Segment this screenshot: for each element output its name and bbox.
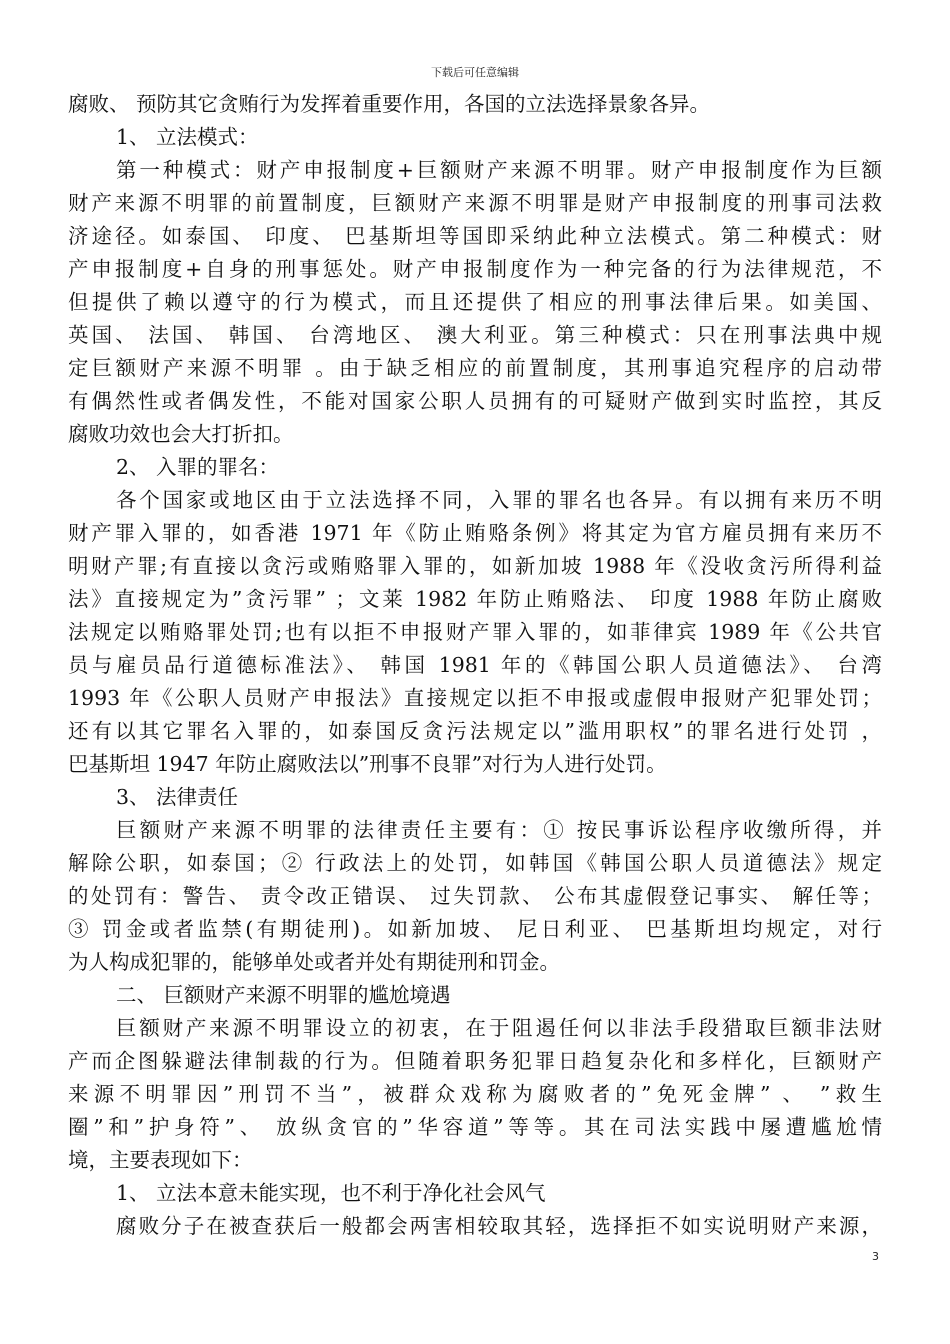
text-line: 财产来源不明罪的前置制度，巨额财产来源不明罪是财产申报制度的刑事司法救 xyxy=(68,191,882,215)
text-line: 圈”和”护身符”、 放纵贪官的”华容道”等等。其在司法实践中屡遭尴尬情 xyxy=(68,1115,882,1139)
text-line: ③ 罚金或者监禁(有期徒刑)。如新加坡、 尼日利亚、 巴基斯坦均规定，对行 xyxy=(68,917,882,941)
text-line: 法》直接规定为”贪污罪” ；文莱 1982 年防止贿赂法、 印度 1988 年防止腐败 xyxy=(68,587,882,611)
text-line: 二、 巨额财产来源不明罪的尴尬境遇 xyxy=(116,983,451,1007)
text-line: 1、 立法本意未能实现，也不利于净化社会风气 xyxy=(116,1181,546,1205)
text-line: 第一种模式：财产申报制度+巨额财产来源不明罪。财产申报制度作为巨额 xyxy=(116,158,882,182)
page-number: 3 xyxy=(872,1250,879,1263)
text-line: 产申报制度+自身的刑事惩处。财产申报制度作为一种完备的行为法律规范，不 xyxy=(68,257,882,281)
text-line: 各个国家或地区由于立法选择不同，入罪的罪名也各异。有以拥有来历不明 xyxy=(116,488,882,512)
text-line: 巴基斯坦 1947 年防止腐败法以”刑事不良罪”对行为人进行处罚。 xyxy=(68,752,667,776)
text-line: 来源不明罪因”刑罚不当”，被群众戏称为腐败者的”免死金牌” 、 ”救生 xyxy=(68,1082,882,1106)
text-line: 为人构成犯罪的，能够单处或者并处有期徒刑和罚金。 xyxy=(68,950,560,974)
text-line: 腐败功效也会大打折扣。 xyxy=(68,422,294,446)
text-line: 财产罪入罪的，如香港 1971 年《防止贿赂条例》将其定为官方雇员拥有来历不 xyxy=(68,521,882,545)
text-line: 的处罚有：警告、 责令改正错误、 过失罚款、 公布其虚假登记事实、 解任等； xyxy=(68,884,882,908)
text-line: 巨额财产来源不明罪设立的初衷，在于阻遏任何以非法手段猎取巨额非法财 xyxy=(116,1016,882,1040)
text-line: 3、 法律责任 xyxy=(116,785,239,809)
text-line: 腐败分子在被查获后一般都会两害相较取其轻，选择拒不如实说明财产来源， xyxy=(116,1214,882,1238)
text-line: 英国、 法国、 韩国、 台湾地区、 澳大利亚。第三种模式：只在刑事法典中规 xyxy=(68,323,882,347)
text-line: 明财产罪;有直接以贪污或贿赂罪入罪的，如新加坡 1988 年《没收贪污所得利益 xyxy=(68,554,882,578)
text-line: 法规定以贿赂罪处罚;也有以拒不申报财产罪入罪的，如菲律宾 1989 年《公共官 xyxy=(68,620,882,644)
text-line: 有偶然性或者偶发性，不能对国家公职人员拥有的可疑财产做到实时监控，其反 xyxy=(68,389,882,413)
text-line: 境，主要表现如下： xyxy=(68,1148,253,1172)
text-line: 定巨额财产来源不明罪 。由于缺乏相应的前置制度，其刑事追究程序的启动带 xyxy=(68,356,882,380)
text-line: 济途径。如泰国、 印度、 巴基斯坦等国即采纳此种立法模式。第二种模式：财 xyxy=(68,224,882,248)
text-line: 员与雇员品行道德标准法》、 韩国 1981 年的《韩国公职人员道德法》、 台湾 xyxy=(68,653,882,677)
text-line: 1、 立法模式： xyxy=(116,125,259,149)
document-body xyxy=(68,88,882,1243)
text-line: 产而企图躲避法律制裁的行为。但随着职务犯罪日趋复杂化和多样化，巨额财产 xyxy=(68,1049,882,1073)
text-line: 解除公职，如泰国；② 行政法上的处罚，如韩国《韩国公职人员道德法》规定 xyxy=(68,851,882,875)
page-header: 下载后可任意编辑 xyxy=(431,66,519,79)
text-line: 但提供了赖以遵守的行为模式，而且还提供了相应的刑事法律后果。如美国、 xyxy=(68,290,882,314)
text-line: 巨额财产来源不明罪的法律责任主要有：① 按民事诉讼程序收缴所得，并 xyxy=(116,818,882,842)
text-line: 腐败、 预防其它贪贿行为发挥着重要作用，各国的立法选择景象各异。 xyxy=(68,92,711,116)
text-line: 1993 年《公职人员财产申报法》直接规定以拒不申报或虚假申报财产犯罪处罚； xyxy=(68,686,882,710)
text-line: 2、 入罪的罪名： xyxy=(116,455,280,479)
text-line: 还有以其它罪名入罪的，如泰国反贪污法规定以”滥用职权”的罪名进行处罚 ， xyxy=(68,719,882,743)
